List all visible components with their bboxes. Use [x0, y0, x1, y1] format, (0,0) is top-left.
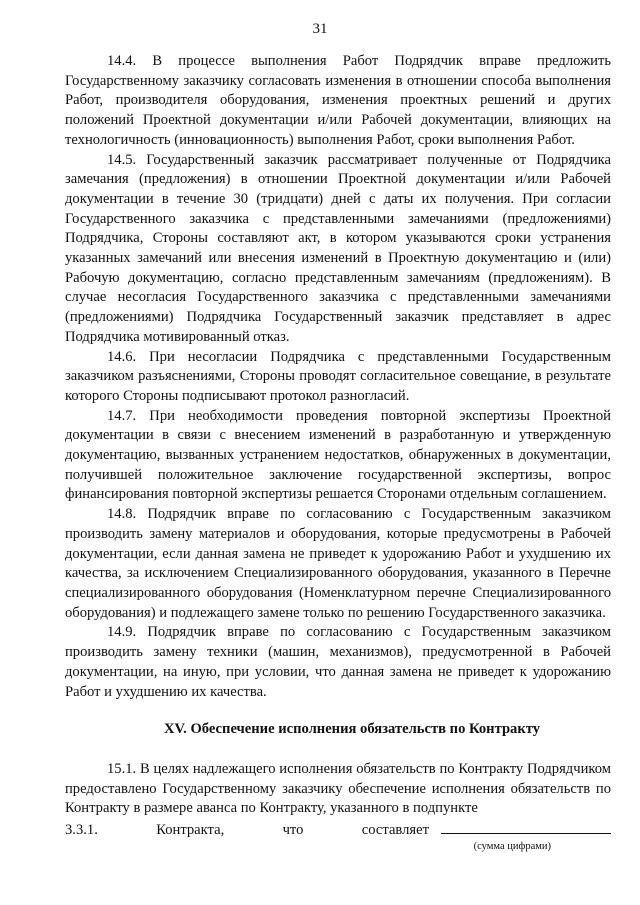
amount-caption: (сумма цифрами): [473, 840, 551, 852]
paragraph-14-7: 14.7. При необходимости проведения повторной экспертизы Проектной документации в связи с внесением изменений в разработанную и утвержденную документацию, вызванных устранением недостатков, обнаруженных в документации, получившей положительное заключение государственной экспертизы, вопрос финансирования повторной экспертизы решается Сторонами отдельным соглашением.: [65, 407, 611, 503]
word-amounts: составляет: [362, 819, 611, 841]
page-number: 31: [312, 21, 328, 37]
word-contract: Контракта,: [156, 822, 225, 839]
paragraph-14-4: 14.4. В процессе выполнения Работ Подрядчик вправе предложить Государственному заказчику согласовать изменения в отношении способа выполнения Работ, производителя оборудования, изменения проектных решений и других положений Проектной документации и/или Рабочей документации, влияющих на технологичность (инновационность) выполнения Работ, сроки выполнения Работ.: [65, 53, 611, 148]
paragraph-15-1: 15.1. В целях надлежащего исполнения обязательств по Контракту Подрядчиком предоставлено Государственному заказчику обеспечение исполнения обязательств по Контракту в размере аванса по Контракту, указанного в подпункте: [65, 760, 611, 817]
paragraph-15-1-last-line: [65, 819, 611, 841]
amount-blank-line: [441, 819, 611, 834]
word-that: что: [282, 822, 304, 839]
paragraph-14-6: 14.6. При несогласии Подрядчика с представленными Государственным заказчиком разъяснениями, Стороны проводят согласительное совещание, в результате которого Стороны подписывают протокол разногласий.: [65, 348, 611, 404]
section-heading: XV. Обеспечение исполнения обязательств по Контракту: [163, 721, 541, 738]
document-body: [65, 52, 611, 853]
paragraph-14-9: 14.9. Подрядчик вправе по согласованию с Государственным заказчиком производить замену техники (машин, механизмов), предусмотренной в Рабочей документации, на иную, при условии, что данная замена не приведет к удорожанию Работ и ухудшению их качества.: [65, 624, 611, 700]
clause-number: 3.3.1.: [65, 822, 98, 839]
paragraph-14-8: 14.8. Подрядчик вправе по согласованию с Государственным заказчиком производить замену материалов и оборудования, которые предусмотрены в Рабочей документации, если данная замена не приведет к удорожанию Работ и ухудшению их качества, за исключением Специализированного оборудования, указанного в Перечне специализированного оборудования (Номенклатурном перечне Специализированного оборудования) и подлежащего замене только по решению Государственного заказчика.: [65, 506, 611, 621]
paragraph-14-5: 14.5. Государственный заказчик рассматривает полученные от Подрядчика замечания (предложения) в отношении Проектной документации и/или Рабочей документации в течение 30 (тридцати) дней с даты их получения. При согласии Государственного заказчика с представленными замечаниями (предложениями) Подрядчика, Стороны составляют акт, в котором указываются сроки устранения указанных замечаний или внесения изменений в Проектную документацию и (или) Рабочую документацию, согласно представленным замечаниям (предложениям). В случае несогласия Государственного заказчика с представленными замечаниями (предложениями) Подрядчика Государственный заказчик представляет в адрес Подрядчика мотивированный отказ.: [65, 151, 611, 345]
